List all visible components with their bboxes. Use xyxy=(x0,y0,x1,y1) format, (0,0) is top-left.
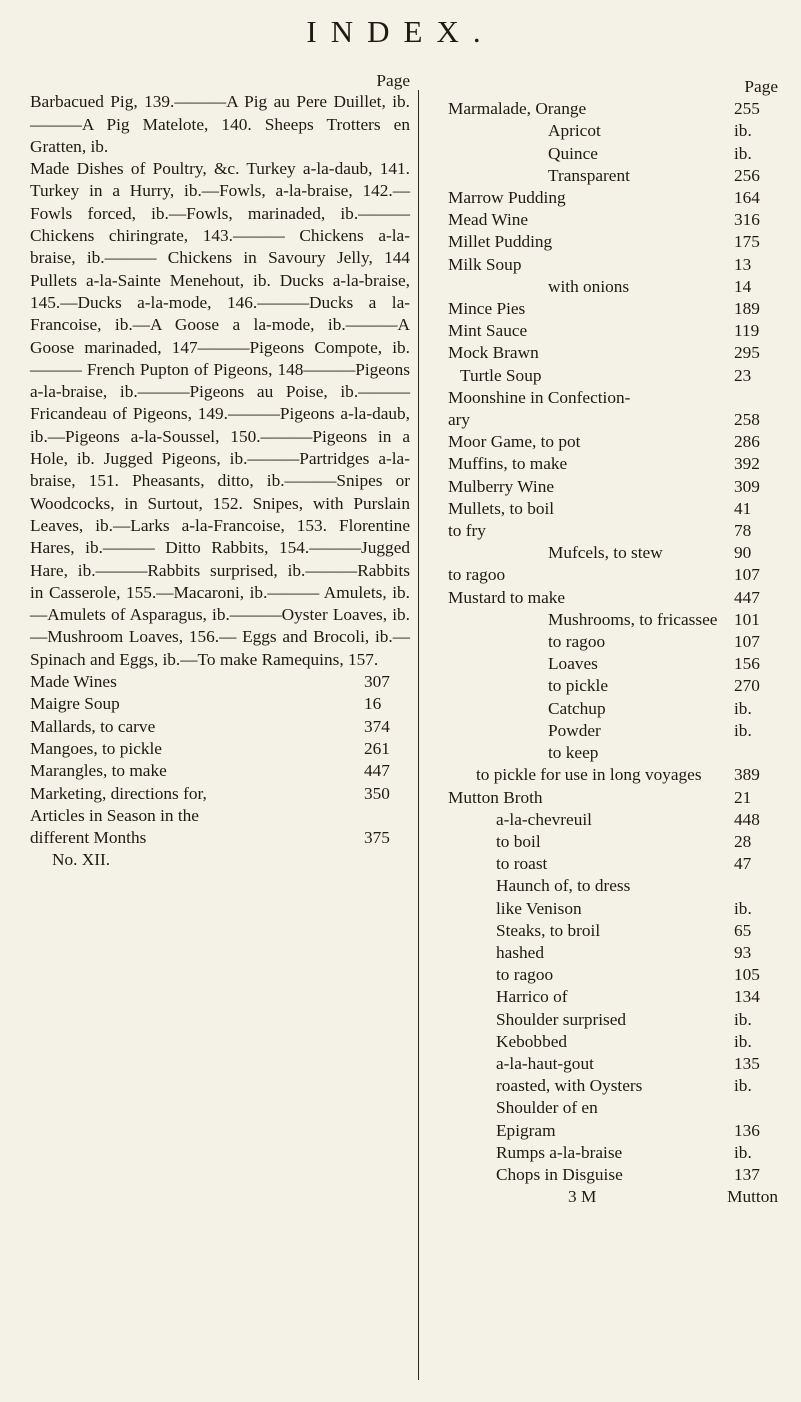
list-item: Haunch of, to dress xyxy=(496,876,631,896)
list-item: to pickle 270 xyxy=(548,676,760,696)
list-item: Mallards, to carve 374 xyxy=(30,716,390,736)
list-item: Mutton Broth 21 xyxy=(448,787,752,807)
list-item: Marangles, to make 447 xyxy=(30,761,390,781)
right-entry-list xyxy=(448,98,778,1208)
list-item: to ragoo 107 xyxy=(548,632,760,652)
list-item: Marrow Pudding 164 xyxy=(448,188,760,208)
list-item: Muffins, to make 392 xyxy=(448,454,760,474)
list-item: Shoulder surprised ib. xyxy=(496,1009,752,1029)
left-paragraph-1: Barbacued Pig, 139.———A Pig au Pere Duillet, ib.———A Pig Matelote, 140. Sheeps Trotters en Gratten, ib. xyxy=(30,92,410,156)
list-item: roasted, with Oysters ib. xyxy=(496,1076,752,1096)
list-item: Rumps a-la-braise ib. xyxy=(496,1142,752,1162)
list-item: Millet Pudding 175 xyxy=(448,232,760,252)
list-item: Mince Pies 189 xyxy=(448,299,760,319)
list-item: to fry 78 xyxy=(448,521,752,541)
list-item: hashed 93 xyxy=(496,942,752,962)
list-item: No. XII. xyxy=(52,850,111,870)
right-page-header: Page xyxy=(744,77,778,96)
right-column xyxy=(448,76,778,1208)
list-item: Mangoes, to pickle 261 xyxy=(30,738,390,758)
list-item: Mushrooms, to fricassee 101 xyxy=(548,609,760,629)
list-item: to boil 28 xyxy=(496,831,752,851)
list-item: to ragoo 105 xyxy=(496,965,760,985)
list-item: with onions 14 xyxy=(548,276,752,296)
catchword: Mutton xyxy=(727,1187,778,1207)
page-heading: INDEX. xyxy=(306,14,495,49)
list-item: Harrico of 134 xyxy=(496,987,760,1007)
list-item: different Months 375 xyxy=(30,828,390,848)
list-item: to pickle for use in long voyages 389 xyxy=(476,765,760,785)
list-item: to keep xyxy=(548,743,599,763)
list-item: Moor Game, to pot 286 xyxy=(448,432,760,452)
list-item: a-la-chevreuil 448 xyxy=(496,809,760,829)
list-item: Chops in Disguise 137 xyxy=(496,1164,760,1184)
column-divider xyxy=(418,90,419,1380)
list-item: Moonshine in Confection- xyxy=(448,387,631,407)
list-item: Catchup ib. xyxy=(548,698,752,718)
list-item: Mulberry Wine 309 xyxy=(448,476,760,496)
list-item: a-la-haut-gout 135 xyxy=(496,1053,760,1073)
list-item: like Venison ib. xyxy=(496,898,752,918)
list-item: to ragoo 107 xyxy=(448,565,760,585)
signature-mark: 3 M xyxy=(568,1187,597,1207)
list-item: Mullets, to boil 41 xyxy=(448,498,752,518)
list-item: ary 258 xyxy=(448,410,760,430)
list-item: Marmalade, Orange 255 xyxy=(448,99,760,119)
list-item: Steaks, to broil 65 xyxy=(496,920,752,940)
left-paragraph-2: Made Dishes of Poultry, &c. Turkey a-la-daub, 141. Turkey in a Hurry, ib.—Fowls, a-la-braise, 142.—Fowls forced, ib.—Fowls, marinaded, ib.——— Chickens chiringrate, 143.——— Chickens a-la-braise, ib.——— Chickens in Savoury Jelly, 144 Pullets a-la-Sainte Menehout, ib. Ducks a-la-braise, 145.—Ducks a-la-mode, 146.———Ducks a la-Francoise, ib.—A Goose a la-mode, ib.———A Goose marinaded, 147———Pigeons Compote, ib.——— French Pupton of Pigeons, 148———Pigeons a-la-braise, ib.———Pigeons au Poise, ib.———Fricandeau of Pigeons, 149.———Pigeons a-la-daub, ib.—Pigeons a-la-Soussel, 150.———Pigeons in a Hole, ib. Jugged Pigeons, ib.———Partridges a-la-braise, 151. Pheasants, ditto, ib.———Snipes or Woodcocks, in Surtout, 152. Snipes, with Purslain Leaves, ib.—Larks a-la-Francoise, 153. Florentine Hares, ib.——— Ditto Rabbits, 154.———Jugged Hare, ib.———Rabbits surprised, ib.———Rabbits in Casserole, 155.—Macaroni, ib.——— Amulets, ib.—Amulets of Asparagus, ib.———Oyster Loaves, ib.—Mushroom Loaves, 156.— Eggs and Brocoli, ib.—Spinach and Eggs, ib.—To make Ramequins, 157. xyxy=(30,159,410,669)
list-item: Mint Sauce 119 xyxy=(448,321,760,341)
list-item: Apricot ib. xyxy=(548,121,752,141)
list-item: Loaves 156 xyxy=(548,654,760,674)
list-item: Powder ib. xyxy=(548,720,752,740)
list-item: Milk Soup 13 xyxy=(448,254,752,274)
list-item: Shoulder of en xyxy=(496,1098,598,1118)
list-item: Turtle Soup 23 xyxy=(460,365,752,385)
list-item: Transparent 256 xyxy=(548,165,760,185)
list-item: Marketing, directions for, 350 xyxy=(30,783,390,803)
list-item: Articles in Season in the xyxy=(30,805,199,825)
list-item: Maigre Soup 16 xyxy=(30,694,382,714)
list-item: Made Wines 307 xyxy=(30,672,390,692)
list-item: Mufcels, to stew 90 xyxy=(548,543,752,563)
left-entry-table xyxy=(30,671,410,872)
list-item: Epigram 136 xyxy=(496,1120,760,1140)
left-column xyxy=(30,70,410,872)
list-item: Mead Wine 316 xyxy=(448,210,760,230)
list-item: Mock Brawn 295 xyxy=(448,343,760,363)
list-item: to roast 47 xyxy=(496,854,752,874)
list-item: Quince ib. xyxy=(548,143,752,163)
catchword-line xyxy=(448,1186,778,1208)
left-page-header: Page xyxy=(376,71,410,90)
list-item: Kebobbed ib. xyxy=(496,1031,752,1051)
list-item: Mustard to make 447 xyxy=(448,587,760,607)
